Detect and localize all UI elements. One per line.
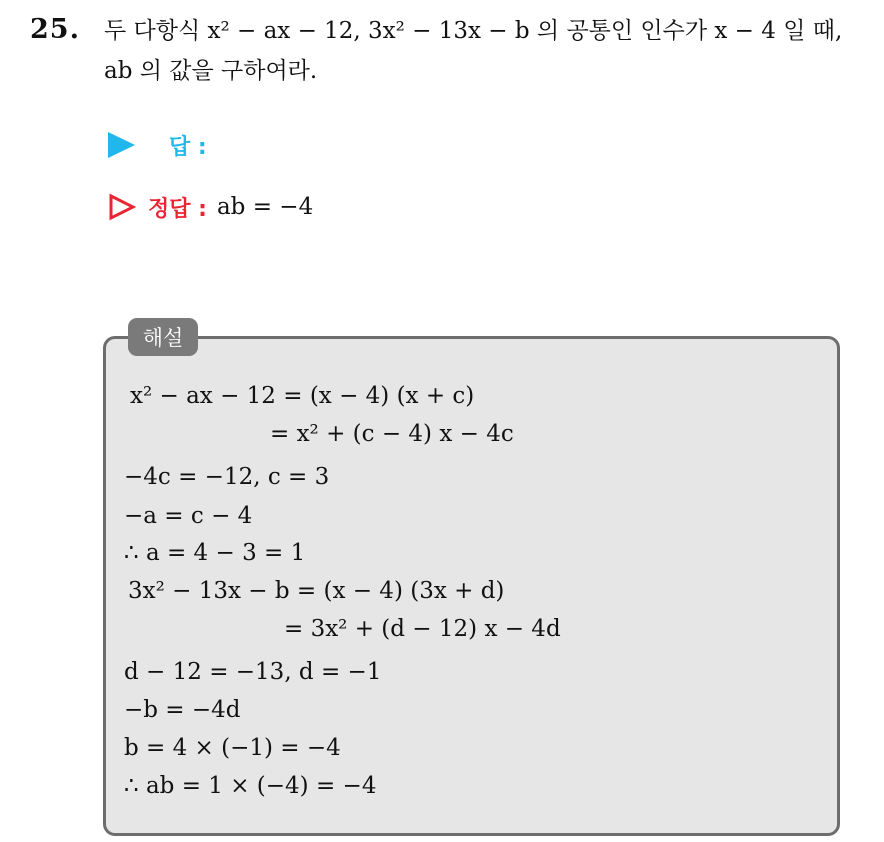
solution-line: = x² + (c − 4) x − 4c (270, 421, 514, 447)
solution-line: ∴ a = 4 − 3 = 1 (124, 540, 306, 566)
solution-line: x² − ax − 12 = (x − 4) (x + c) (130, 383, 475, 409)
solution-line: 3x² − 13x − b = (x − 4) (3x + d) (128, 578, 505, 604)
question-number: 25. (30, 14, 80, 45)
solution-tag: 해설 (128, 318, 198, 356)
solution-line: = 3x² + (d − 12) x − 4d (284, 616, 561, 642)
solution-line: −a = c − 4 (124, 503, 253, 529)
outline-triangle-icon (108, 193, 136, 221)
solution-line: −4c = −12, c = 3 (124, 464, 330, 490)
play-triangle-icon (108, 132, 135, 158)
question-text-line-2: ab 의 값을 구하여라. (104, 58, 318, 84)
answer-correct-row (108, 192, 313, 222)
solution-line: b = 4 × (−1) = −4 (124, 735, 341, 761)
answer-blank-row (108, 130, 207, 160)
solution-line: d − 12 = −13, d = −1 (124, 659, 382, 685)
question-text-line-1: 두 다항식 x² − ax − 12, 3x² − 13x − b 의 공통인 인수가 x − 4 일 때, (104, 18, 843, 44)
answer-correct-value: ab = −4 (216, 194, 314, 220)
solution-line: ∴ ab = 1 × (−4) = −4 (124, 773, 377, 799)
answer-correct-label: 정답 : (148, 196, 207, 222)
answer-blank-label: 답 : (169, 134, 207, 160)
solution-line: −b = −4d (124, 697, 241, 723)
